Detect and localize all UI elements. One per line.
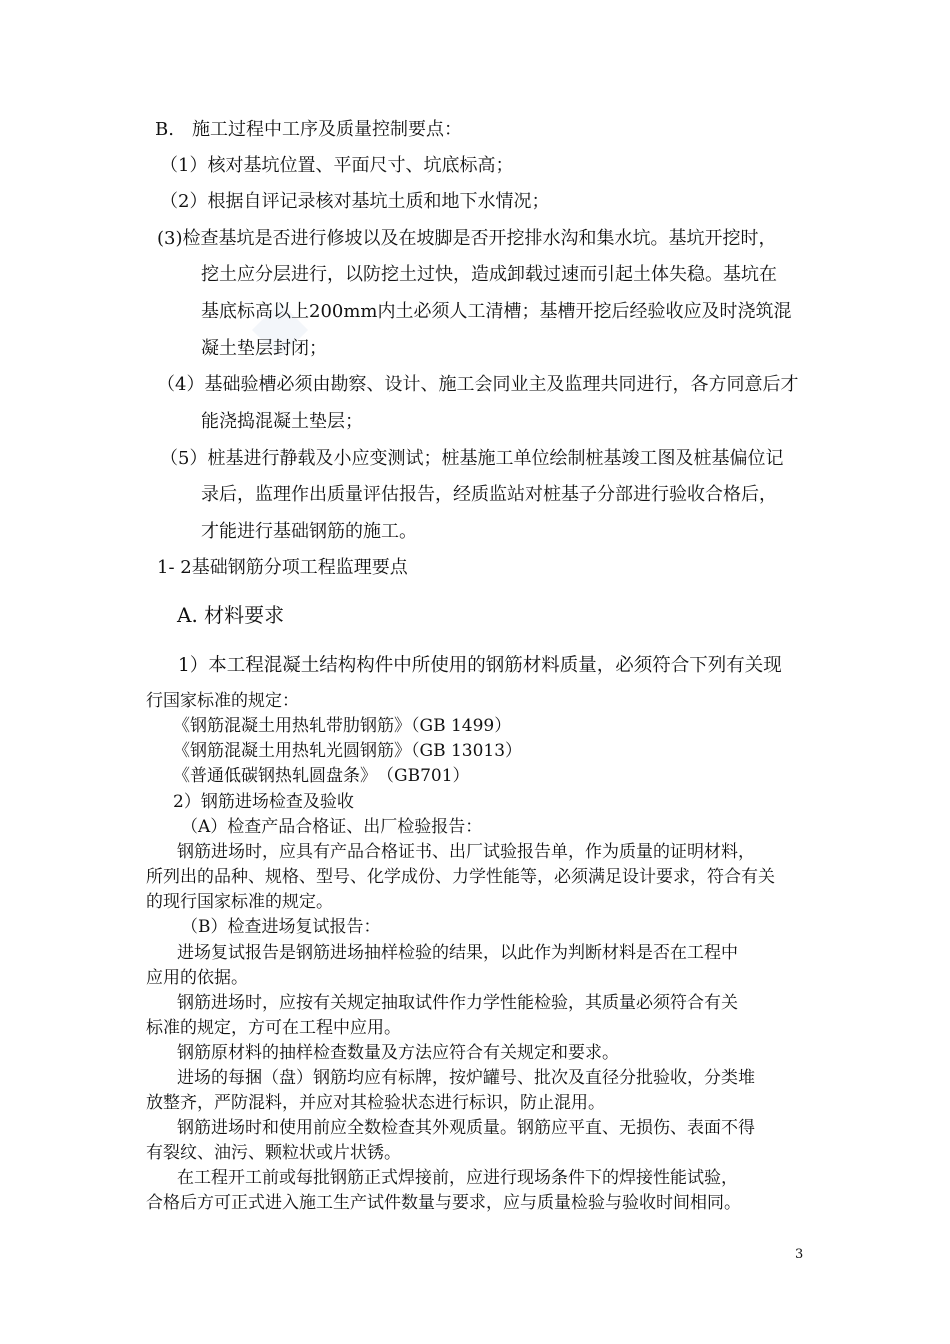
paragraph-line: 进场的每捆（盘）钢筋均应有标牌，按炉罐号、批次及直径分批验收，分类堆 (177, 1068, 755, 1088)
paragraph-line: 行国家标准的规定： (146, 691, 299, 711)
list-item-continued: 能浇捣混凝土垫层； (201, 411, 363, 432)
paragraph-line: 标准的规定，方可在工程中应用。 (146, 1018, 401, 1038)
paragraph-line: （B）检查进场复试报告： (181, 917, 381, 937)
paragraph-line: 2）钢筋进场检查及验收 (173, 792, 354, 812)
list-item: （4）基础验槽必须由勘察、设计、施工会同业主及监理共同进行，各方同意后才 (157, 374, 799, 395)
paragraph-line: 在工程开工前或每批钢筋正式焊接前，应进行现场条件下的焊接性能试验， (177, 1168, 738, 1188)
list-item-continued: 挖土应分层进行，以防挖土过快，造成卸载过速而引起土体失稳。基坑在 (201, 264, 777, 285)
list-item: （5）桩基进行静载及小应变测试；桩基施工单位绘制桩基竣工图及桩基偏位记 (160, 448, 784, 469)
section-heading: 1- 2基础钢筋分项工程监理要点 (157, 557, 408, 578)
paragraph-line: 钢筋进场时，应按有关规定抽取试件作力学性能检验，其质量必须符合有关 (177, 993, 738, 1013)
list-item: (3)检查基坑是否进行修坡以及在坡脚是否开挖排水沟和集水坑。基坑开挖时， (157, 228, 777, 249)
standard-item: 《普通低碳钢热轧圆盘条》 （GB701） (173, 766, 470, 786)
paragraph-line: （A）检查产品合格证、出厂检验报告： (181, 817, 483, 837)
list-item: （1）核对基坑位置、平面尺寸、坑底标高； (160, 155, 514, 176)
list-item-continued: 基底标高以上200mm内土必须人工清槽；基槽开挖后经验收应及时浇筑混 (201, 301, 792, 322)
paragraph-line: 钢筋进场时，应具有产品合格证书、出厂试验报告单，作为质量的证明材料， (177, 842, 755, 862)
paragraph-line: 钢筋原材料的抽样检查数量及方法应符合有关规定和要求。 (177, 1043, 619, 1063)
paragraph-line: 的现行国家标准的规定。 (146, 892, 333, 912)
paragraph-line: 有裂纹、油污、颗粒状或片状锈。 (146, 1143, 401, 1163)
standard-item: 《钢筋混凝土用热轧光圆钢筋》（GB 13013） (173, 741, 523, 761)
paragraph-line: 应用的依据。 (146, 968, 248, 988)
paragraph-line: 1）本工程混凝土结构构件中所使用的钢筋材料质量，必须符合下列有关现 (178, 655, 782, 676)
paragraph-line: 合格后方可正式进入施工生产试件数量与要求，应与质量检验与验收时间相同。 (146, 1193, 741, 1213)
paragraph-line: 所列出的品种、规格、型号、化学成份、力学性能等，必须满足设计要求，符合有关 (146, 867, 775, 887)
list-item-continued: 录后，监理作出质量评估报告，经质监站对桩基子分部进行验收合格后， (201, 484, 777, 505)
list-item: （2）根据自评记录核对基坑土质和地下水情况； (160, 191, 550, 212)
page-number: 3 (795, 1247, 804, 1262)
paragraph-line: 钢筋进场时和使用前应全数检查其外观质量。钢筋应平直、无损伤、表面不得 (177, 1118, 755, 1138)
paragraph-line: 进场复试报告是钢筋进场抽样检验的结果，以此作为判断材料是否在工程中 (177, 943, 738, 963)
standard-item: 《钢筋混凝土用热轧带肋钢筋》（GB 1499） (173, 716, 512, 736)
list-item-continued: 凝土垫层封闭； (201, 338, 327, 359)
section-b-heading: B. 施工过程中工序及质量控制要点： (155, 119, 462, 140)
paragraph-line: 放整齐，严防混料，并应对其检验状态进行标识，防止混用。 (146, 1093, 605, 1113)
subsection-heading: A. 材料要求 (177, 603, 285, 627)
list-item-continued: 才能进行基础钢筋的施工。 (201, 521, 417, 542)
